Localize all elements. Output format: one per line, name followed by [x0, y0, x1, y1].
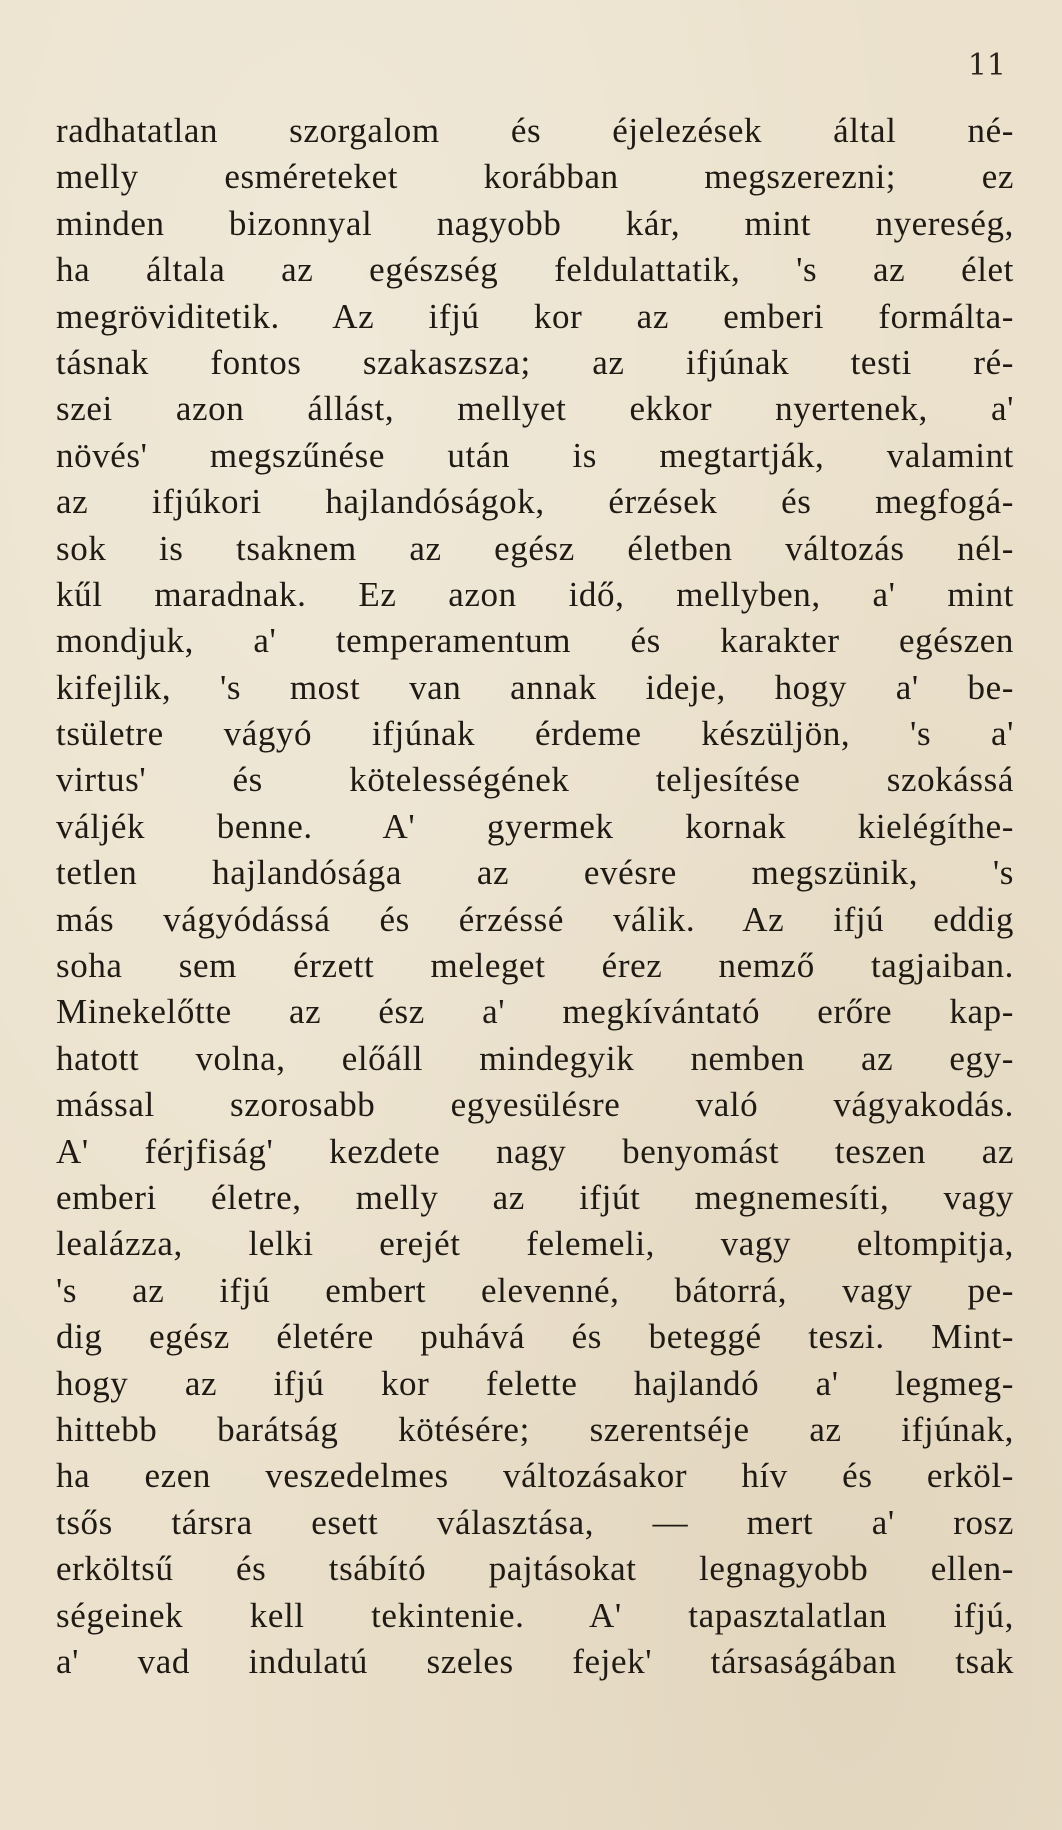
text-line: ségeinek kell tekintenie. A' tapasztalatlan ifjú, [56, 1595, 1014, 1635]
text-line: kifejlik, 's most van annak ideje, hogy a' be- [56, 667, 1014, 707]
text-line: Minekelőtte az ész a' megkívántató erőre kap- [56, 992, 1014, 1032]
text-line: mondjuk, a' temperamentum és karakter egészen [56, 621, 1014, 661]
text-line: soha sem érzett meleget érez nemző tagjaiban. [56, 946, 1014, 986]
text-line: erköltsű és tsábító pajtásokat legnagyobb ellen- [56, 1549, 1014, 1589]
text-line: a' vad indulatú szeles fejek' társaságában tsak [56, 1641, 1014, 1681]
text-line: hogy az ifjú kor felette hajlandó a' legmeg- [56, 1363, 1014, 1403]
text-line: tsületre vágyó ifjúnak érdeme készüljön, 's a' [56, 714, 1014, 754]
text-line: kűl maradnak. Ez azon idő, mellyben, a' mint [56, 574, 1014, 614]
text-line: az ifjúkori hajlandóságok, érzések és megfogá- [56, 482, 1014, 522]
text-line: lealázza, lelki erejét felemeli, vagy eltompitja, [56, 1224, 1014, 1264]
text-line: tásnak fontos szakaszsza; az ifjúnak testi ré- [56, 342, 1014, 382]
text-line: dig egész életére puhává és beteggé teszi. Mint- [56, 1317, 1014, 1357]
text-line: megröviditetik. Az ifjú kor az emberi formálta- [56, 296, 1014, 336]
text-line: más vágyódássá és érzéssé válik. Az ifjú eddig [56, 899, 1014, 939]
text-line: mással szorosabb egyesülésre való vágyakodás. [56, 1085, 1014, 1125]
text-line: sok is tsaknem az egész életben változás nél- [56, 528, 1014, 568]
text-line: melly esméreteket korábban megszerezni; ez [56, 157, 1014, 197]
body-text [56, 108, 1014, 1685]
text-line: radhatatlan szorgalom és éjelezések által né- [56, 111, 1014, 150]
text-line: virtus' és kötelességének teljesítése szokássá [56, 760, 1014, 800]
text-line: emberi életre, melly az ifjút megnemesíti, vagy [56, 1177, 1014, 1217]
text-line: ha általa az egészség feldulattatik, 's az élet [56, 250, 1014, 290]
text-line: hittebb barátság kötésére; szerentséje az ifjúnak, [56, 1409, 1014, 1449]
text-line: tsős társra esett választása, — mert a' rosz [56, 1502, 1014, 1542]
text-line: növés' megszűnése után is megtartják, valamint [56, 435, 1014, 475]
text-line: ha ezen veszedelmes változásakor hív és erköl- [56, 1456, 1014, 1496]
text-line: A' férjfiság' kezdete nagy benyomást teszen az [56, 1131, 1014, 1171]
text-line: váljék benne. A' gyermek kornak kielégíthe- [56, 806, 1014, 846]
text-line: hatott volna, előáll mindegyik nemben az egy- [56, 1038, 1014, 1078]
text-line: minden bizonnyal nagyobb kár, mint nyereség, [56, 203, 1014, 243]
text-line: 's az ifjú embert elevenné, bátorrá, vagy pe- [56, 1270, 1014, 1310]
page-number: 11 [967, 48, 1006, 83]
text-line: szei azon állást, mellyet ekkor nyertenek, a' [56, 389, 1014, 429]
text-line: tetlen hajlandósága az evésre megszünik, 's [56, 853, 1014, 893]
